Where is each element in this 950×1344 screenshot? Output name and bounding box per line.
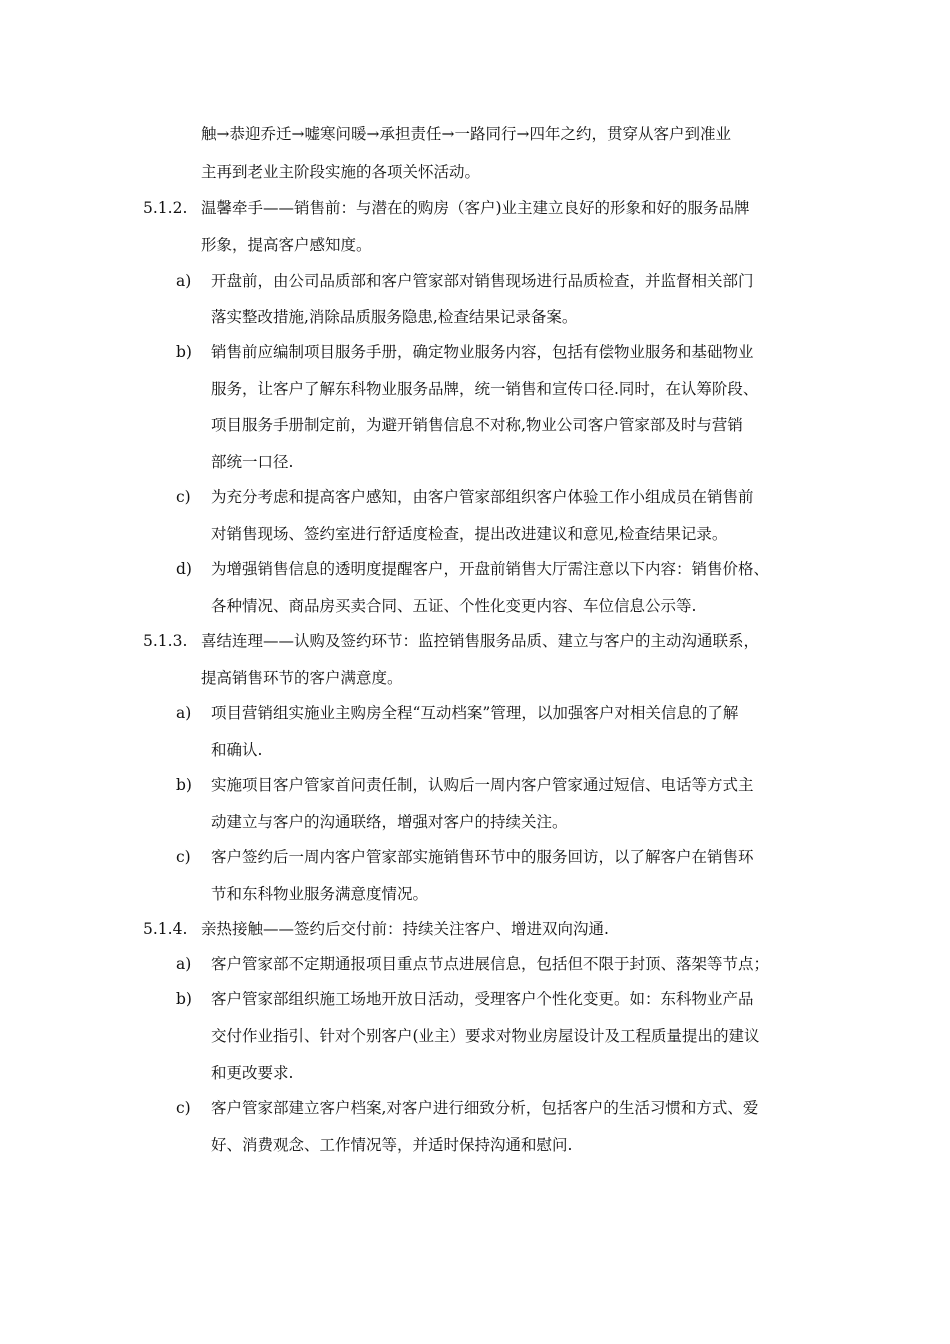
s514-b-line-2: 交付作业指引、针对个别客户(业主）要求对物业房屋设计及工程质量提出的建议 [211,1027,760,1045]
item-label-c: c) [176,848,191,866]
item-label-a: a) [176,704,192,722]
s513-a-line-1: 项目营销组实施业主购房全程“互动档案”管理，以加强客户对相关信息的了解 [211,704,739,722]
section-number-5-1-3: 5.1.3. [143,632,188,650]
s513-a-line-2: 和确认. [211,741,263,759]
section-5-1-2-line-1: 温馨牵手——销售前：与潜在的购房（客户)业主建立良好的形象和好的服务品牌 [201,199,750,217]
s512-c-line-1: 为充分考虑和提高客户感知，由客户管家部组织客户体验工作小组成员在销售前 [211,488,754,506]
s514-a-line-1: 客户管家部不定期通报项目重点节点进展信息，包括但不限于封顶、落架等节点； [211,955,770,973]
section-number-5-1-2: 5.1.2. [143,199,188,217]
s514-c-line-1: 客户管家部建立客户档案,对客户进行细致分析，包括客户的生活习惯和方式、爱 [211,1099,759,1117]
item-label-b: b) [176,776,192,794]
s514-b-line-3: 和更改要求. [211,1064,294,1082]
s512-a-line-2: 落实整改措施,消除品质服务隐患,检查结果记录备案。 [211,308,578,326]
s513-c-line-2: 节和东科物业服务满意度情况。 [211,885,429,903]
item-label-c: c) [176,1099,191,1117]
item-label-c: c) [176,488,191,506]
intro-line-2: 主再到老业主阶段实施的各项关怀活动。 [201,163,481,181]
s513-b-line-2: 动建立与客户的沟通联络，增强对客户的持续关注。 [211,813,568,831]
intro-line-1: 触→恭迎乔迁→嘘寒问暖→承担责任→一路同行→四年之约，贯穿从客户到准业 [201,125,731,143]
item-label-b: b) [176,343,192,361]
section-number-5-1-4: 5.1.4. [143,920,188,938]
section-5-1-3-line-2: 提高销售环节的客户满意度。 [201,669,403,687]
item-label-d: d) [176,560,192,578]
s512-b-line-2: 服务，让客户了解东科物业服务品牌，统一销售和宣传口径.同时，在认筹阶段、 [211,380,759,398]
item-label-a: a) [176,272,192,290]
s512-a-line-1: 开盘前，由公司品质部和客户管家部对销售现场进行品质检查，并监督相关部门 [211,272,754,290]
s513-b-line-1: 实施项目客户管家首问责任制，认购后一周内客户管家通过短信、电话等方式主 [211,776,754,794]
section-5-1-4-line-1: 亲热接触——签约后交付前：持续关注客户、增进双向沟通. [201,920,609,938]
s512-c-line-2: 对销售现场、签约室进行舒适度检查，提出改进建议和意见,检查结果记录。 [211,525,728,543]
item-label-b: b) [176,990,192,1008]
s514-c-line-2: 好、消费观念、工作情况等，并适时保持沟通和慰问. [211,1136,573,1154]
section-5-1-3-line-1: 喜结连理——认购及签约环节：监控销售服务品质、建立与客户的主动沟通联系， [201,632,760,650]
s514-b-line-1: 客户管家部组织施工场地开放日活动，受理客户个性化变更。如：东科物业产品 [211,990,754,1008]
s512-b-line-4: 部统一口径. [211,453,294,471]
s512-b-line-1: 销售前应编制项目服务手册，确定物业服务内容，包括有偿物业服务和基础物业 [211,343,754,361]
s512-d-line-1: 为增强销售信息的透明度提醒客户，开盘前销售大厅需注意以下内容：销售价格、 [211,560,770,578]
s512-d-line-2: 各种情况、商品房买卖合同、五证、个性化变更内容、车位信息公示等. [211,597,697,615]
item-label-a: a) [176,955,192,973]
s512-b-line-3: 项目服务手册制定前，为避开销售信息不对称,物业公司客户管家部及时与营销 [211,416,743,434]
section-5-1-2-line-2: 形象，提高客户感知度。 [201,236,372,254]
s513-c-line-1: 客户签约后一周内客户管家部实施销售环节中的服务回访，以了解客户在销售环 [211,848,754,866]
